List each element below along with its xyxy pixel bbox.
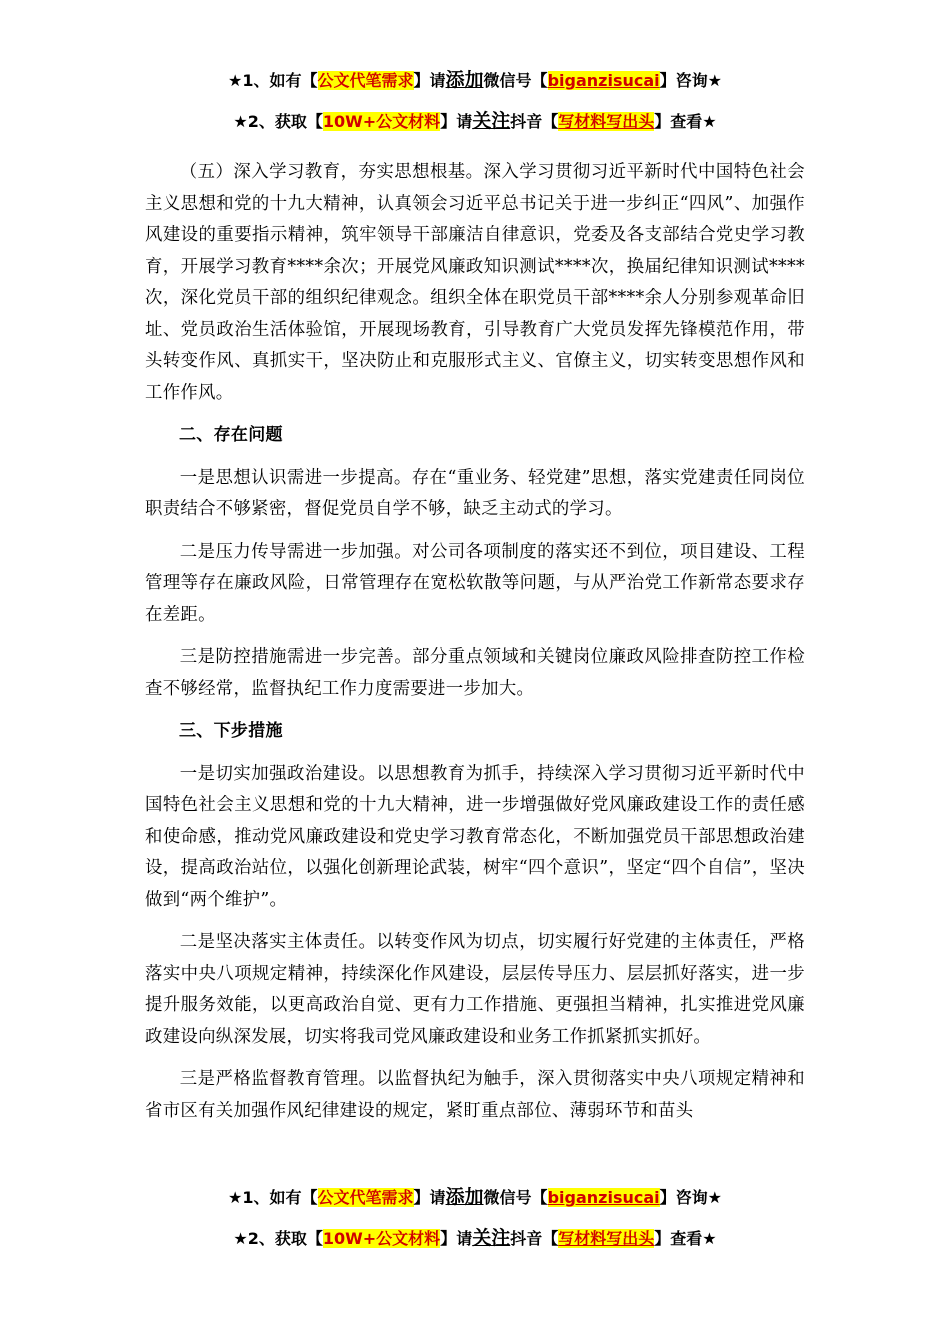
wechat-id: biganzisucai	[547, 71, 660, 90]
promo-line-2-bottom: ★2、获取【10W+公文材料】请关注抖音【写材料写出头】查看★	[233, 1227, 717, 1249]
paragraph-measure-3: 三是严格监督教育管理。以监督执纪为触手，深入贯彻落实中央八项规定精神和省市区有关加强作风纪律建设的规定，紧盯重点部位、薄弱环节和苗头	[145, 1069, 805, 1121]
heading-next-measures: 三、下步措施	[179, 721, 283, 741]
paragraph-measure-1: 一是切实加强政治建设。以思想教育为抓手，持续深入学习贯彻习近平新时代中国特色社会主义思想和党的十九大精神，进一步增强做好党风廉政建设工作的责任感和使命感，推动党风廉政建设和党史学习教育常态化，不断加强党员干部思想政治建设，提高政治站位，以强化创新理论武装，树牢“四个意识”，坚定“四个自信”，坚决做到“两个维护”。	[145, 763, 805, 910]
document-body	[145, 157, 805, 1138]
heading-existing-problems: 二、存在问题	[179, 425, 283, 445]
promo-line-1-top: ★1、如有【公文代笔需求】请添加微信号【biganzisucai】咨询★	[228, 69, 722, 91]
promo-line-1-bottom: ★1、如有【公文代笔需求】请添加微信号【biganzisucai】咨询★	[228, 1186, 722, 1208]
paragraph-measure-2: 二是坚决落实主体责任。以转变作风为切点，切实履行好党建的主体责任，严格落实中央八项规定精神，持续深化作风建设，层层传导压力、层层抓好落实，进一步提升服务效能，以更高政治自觉、更有力工作措施、更强担当精神，扎实推进党风廉政建设向纵深发展，切实将我司党风廉政建设和业务工作抓紧抓实抓好。	[145, 932, 805, 1047]
paragraph-problem-2: 二是压力传导需进一步加强。对公司各项制度的落实还不到位，项目建设、工程管理等存在廉政风险，日常管理存在宽松软散等问题，与从严治党工作新常态要求存在差距。	[145, 541, 805, 625]
paragraph-problem-3: 三是防控措施需进一步完善。部分重点领域和关键岗位廉政风险排查防控工作检查不够经常，监督执纪工作力度需要进一步加大。	[145, 647, 805, 699]
paragraph-study-education: （五）深入学习教育，夯实思想根基。深入学习贯彻习近平新时代中国特色社会主义思想和党的十九大精神，认真领会习近平总书记关于进一步纠正“四风”、加强作风建设的重要指示精神，筑牢领导干部廉洁自律意识，党委及各支部结合党史学习教育，开展学习教育****余次；开展党风廉政知识测试****次，换届纪律知识测试****次，深化党员干部的组织纪律观念。组织全体在职党员干部****余人分别参观革命旧址、党员政治生活体验馆，开展现场教育，引导教育广大党员发挥先锋模范作用，带头转变作风、真抓实干，坚决防止和克服形式主义、官僚主义，切实转变思想作风和工作作风。	[145, 162, 805, 403]
highlight-service: 公文代笔需求	[317, 71, 414, 90]
promo-line-2-top: ★2、获取【10W+公文材料】请关注抖音【写材料写出头】查看★	[233, 110, 717, 132]
highlight-materials: 10W+公文材料	[322, 112, 441, 131]
douyin-account: 写材料写出头	[558, 112, 655, 131]
paragraph-problem-1: 一是思想认识需进一步提高。存在“重业务、轻党建”思想，落实党建责任同岗位职责结合不够紧密，督促党员自学不够，缺乏主动式的学习。	[145, 467, 805, 519]
